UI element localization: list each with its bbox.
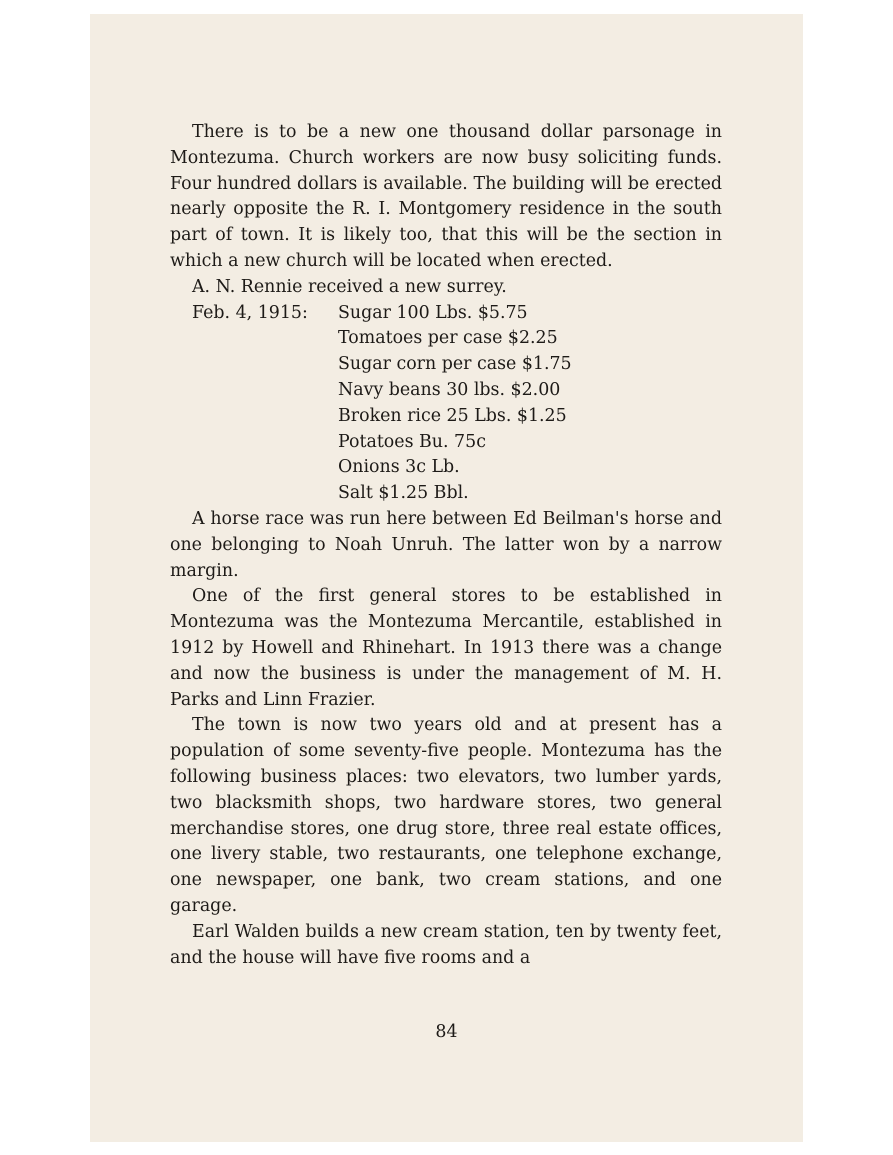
- price-list-date: Feb. 4, 1915:: [192, 302, 308, 323]
- price-item: Navy beans 30 lbs. $2.00: [338, 379, 561, 400]
- price-item: Potatoes Bu. 75c: [338, 431, 486, 452]
- paragraph-mercantile: One of the first general stores to be established in Montezuma was the Montezuma Mercantile, established in 1912 by Howell and Rhinehart. In 1913 there was a change and now the business is under the management of M. H. Parks and Linn Frazier.: [170, 586, 722, 710]
- price-item: Onions 3c Lb.: [338, 457, 460, 478]
- price-item: Broken rice 25 Lbs. $1.25: [338, 405, 567, 426]
- paragraph-parsonage: There is to be a new one thousand dollar parsonage in Montezuma. Church workers are now busy soliciting funds. Four hundred dollars is available. The building will be erected nearly opposite the R. I. Montgomery residence in the south part of town. It is likely too, that this will be the section in which a new church will be located when erected.: [170, 122, 722, 271]
- price-item: Salt $1.25 Bbl.: [338, 483, 469, 504]
- page-body: [170, 120, 722, 971]
- book-page: [90, 14, 803, 1142]
- paragraph-town-businesses: The town is now two years old and at present has a population of some seventy-five people. Montezuma has the following business places: two elevators, two lumber yards, two blacksmith shops, two hardware stores, two general merchandise stores, one drug store, three real estate offices, one livery stable, two restaurants, one telephone exchange, one newspaper, one bank, two cream stations, and one garage.: [170, 715, 722, 916]
- paragraph-surrey: A. N. Rennie received a new surrey.: [192, 276, 507, 297]
- price-item: Sugar corn per case $1.75: [338, 354, 572, 375]
- page-number: 84: [435, 1022, 458, 1042]
- paragraph-horse-race: A horse race was run here between Ed Beilman's horse and one belonging to Noah Unruh. The latter won by a narrow margin.: [170, 508, 722, 581]
- paragraph-cream-station: Earl Walden builds a new cream station, ten by twenty feet, and the house will have five rooms and a: [170, 921, 722, 968]
- price-list-first-row: [170, 301, 722, 327]
- price-item: Sugar 100 Lbs. $5.75: [338, 302, 528, 323]
- price-item: Tomatoes per case $2.25: [338, 328, 558, 349]
